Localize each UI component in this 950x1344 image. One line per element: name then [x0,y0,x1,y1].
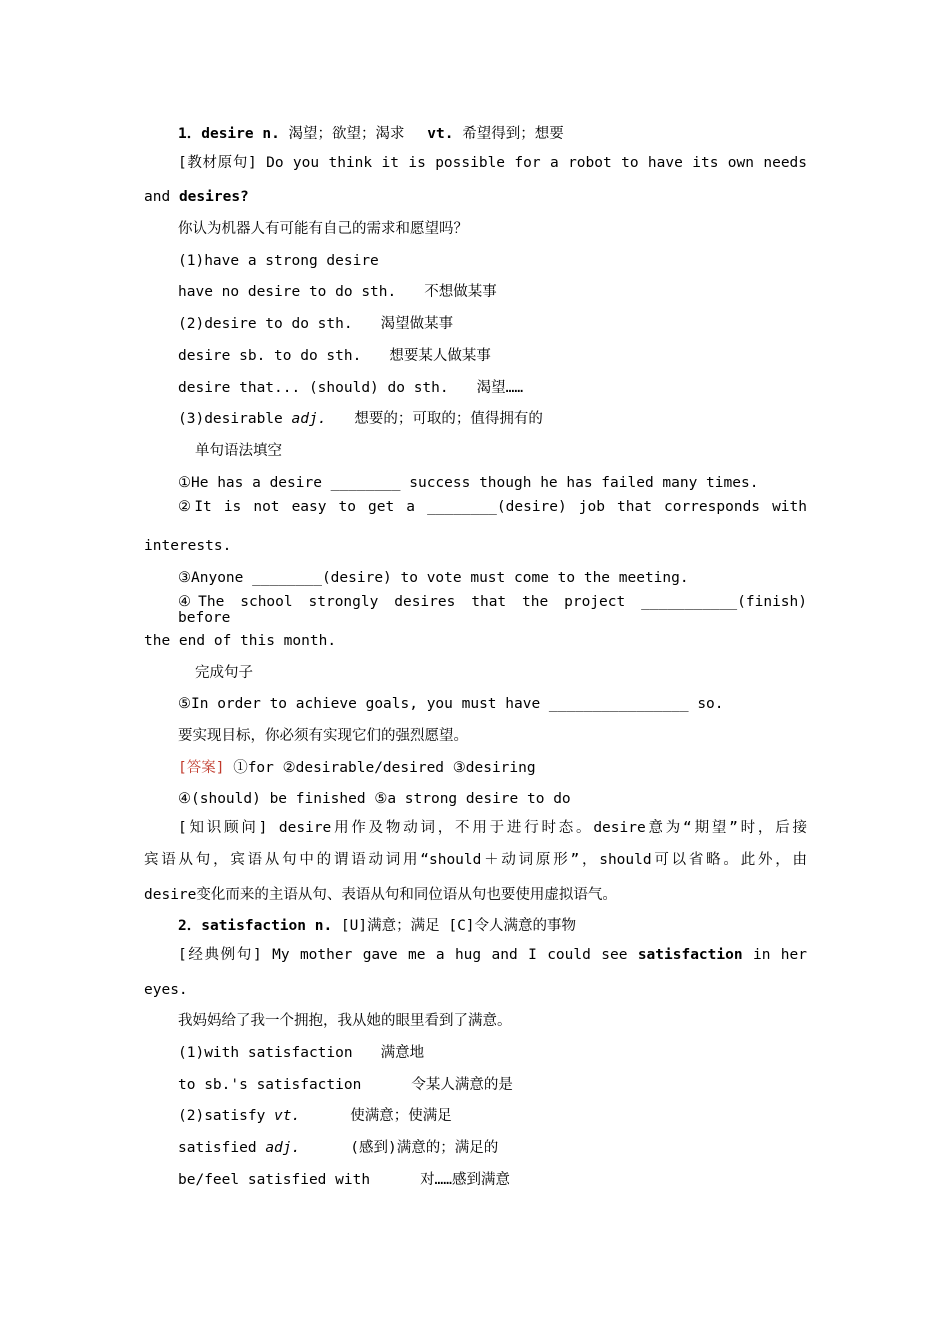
phrase-2 [144,277,807,309]
section-1-heading [144,119,807,151]
note-line3: desire变化而来的主语从句、表语从句和同位语从句也要使用虚拟语气。 [144,886,617,903]
phrase-1: (1)have a strong desire [178,252,379,269]
exercise-title-fill: 单句语法填空 [195,442,282,459]
section-number: 2． [178,918,202,935]
part-of-speech: vt. [274,1108,301,1125]
phrase-s2-5 [144,1165,807,1197]
phrase-cn: 令某人满意的是 [411,1076,513,1093]
textbook-sentence-line1 [144,151,807,183]
textbook-translation: 你认为机器人有可能有自己的需求和愿望吗？ [178,221,468,238]
phrase-en: (1)with satisfaction [178,1044,353,1061]
example-translation: 我妈妈给了我一个拥抱，我从她的眼里看到了满意。 [178,1013,512,1030]
text-fragment: and [144,189,171,206]
example-label: [经典例句] [178,946,262,963]
phrase-5 [144,373,807,405]
note-line2: 宾语从句，宾语从句中的谓语动词用“should＋动词原形”，should可以省略。此外，由 [144,851,807,868]
phrase-cn: (感到)满意的；满足的 [350,1140,499,1156]
phrase-6 [144,404,807,436]
phrase-cn: 渴望…… [476,379,524,396]
part-of-speech: adj. [265,1140,301,1156]
highlighted-word: satisfaction [637,946,743,963]
part-of-speech: adj. [291,411,327,428]
answer-line1 [144,753,807,785]
phrase-cn: 渴望做某事 [380,316,454,333]
question-3: ③Anyone ________(desire) to vote must come to the meeting. [178,569,689,586]
headword: satisfaction n. [201,918,333,935]
phrase-cn: 使满意；使满足 [350,1108,452,1125]
phrase-cn: 想要某人做某事 [389,347,491,364]
question-4-line1: ④The school strongly desires that the project ___________(finish) before [178,594,807,626]
phrase-s2-3 [144,1101,807,1133]
text-fragment: in her [752,946,807,963]
answer-label: [答案] [178,759,225,776]
phrase-en: have no desire to do sth. [178,284,397,301]
phrase-s2-2 [144,1070,807,1102]
exercise-title-complete: 完成句子 [195,664,253,681]
textbook-sentence-line2 [144,182,807,214]
question-1: ①He has a desire ________ success though he has failed many times. [178,474,759,491]
textbook-sentence: Do you think it is possible for a robot to have its own needs [266,154,807,171]
phrase-en: be/feel satisfied with [178,1171,371,1188]
phrase-en: satisfied [178,1140,257,1156]
example-sentence-line1 [144,943,807,975]
question-4-line2: the end of this month. [144,633,337,649]
textbook-label: [教材原句] [178,154,257,171]
answer-text: ①for ②desirable/desired ③desiring [233,759,536,776]
headword: desire n. [201,126,280,142]
question-5: ⑤In order to achieve goals, you must have ________________ so. [178,696,724,713]
phrase-3 [144,309,807,341]
section-2-heading [144,911,807,943]
verb-meaning: 希望得到；想要 [462,126,564,142]
phrase-4 [144,341,807,373]
note-text: desire用作及物动词，不用于进行时态。desire意为“期望”时，后接 [278,820,807,837]
phrase-cn: 对……感到满意 [420,1171,511,1188]
phrase-cn: 满意地 [380,1044,425,1061]
question-5-translation: 要实现目标，你必须有实现它们的强烈愿望。 [178,728,468,745]
verb-pos: vt. [427,126,454,142]
phrase-en: (2)desire to do sth. [178,316,353,333]
document-page [144,119,807,1196]
phrase-en: to sb.'s satisfaction [178,1076,362,1093]
answer-line2: ④(should) be finished ⑤a strong desire to do [178,791,571,808]
phrase-s2-4 [144,1133,807,1165]
phrase-cn: 想要的；可取的；值得拥有的 [354,411,543,428]
phrase-en: desire that... (should) do sth. [178,379,449,396]
headword-meaning: [U]满意；满足 [C]令人满意的事物 [340,918,577,935]
note-label: [知识顾问] [178,820,268,837]
phrase-cn: 不想做某事 [424,284,497,301]
note-line1 [144,816,807,848]
example-sentence-line2: eyes. [144,981,188,998]
text-fragment: My mother gave me a hug and I could see [272,946,628,963]
section-number: 1． [178,126,202,142]
noun-meaning: 渴望；欲望；渴求 [288,126,405,142]
question-2-line1: ②It is not easy to get a ________(desire) job that corresponds with [178,499,807,516]
phrase-en: (2)satisfy [178,1108,266,1125]
phrase-s2-1 [144,1038,807,1070]
question-2-line2: interests. [144,537,232,554]
phrase-en: (3)desirable [178,411,283,428]
phrase-en: desire sb. to do sth. [178,347,362,364]
highlighted-word: desires? [178,189,249,206]
